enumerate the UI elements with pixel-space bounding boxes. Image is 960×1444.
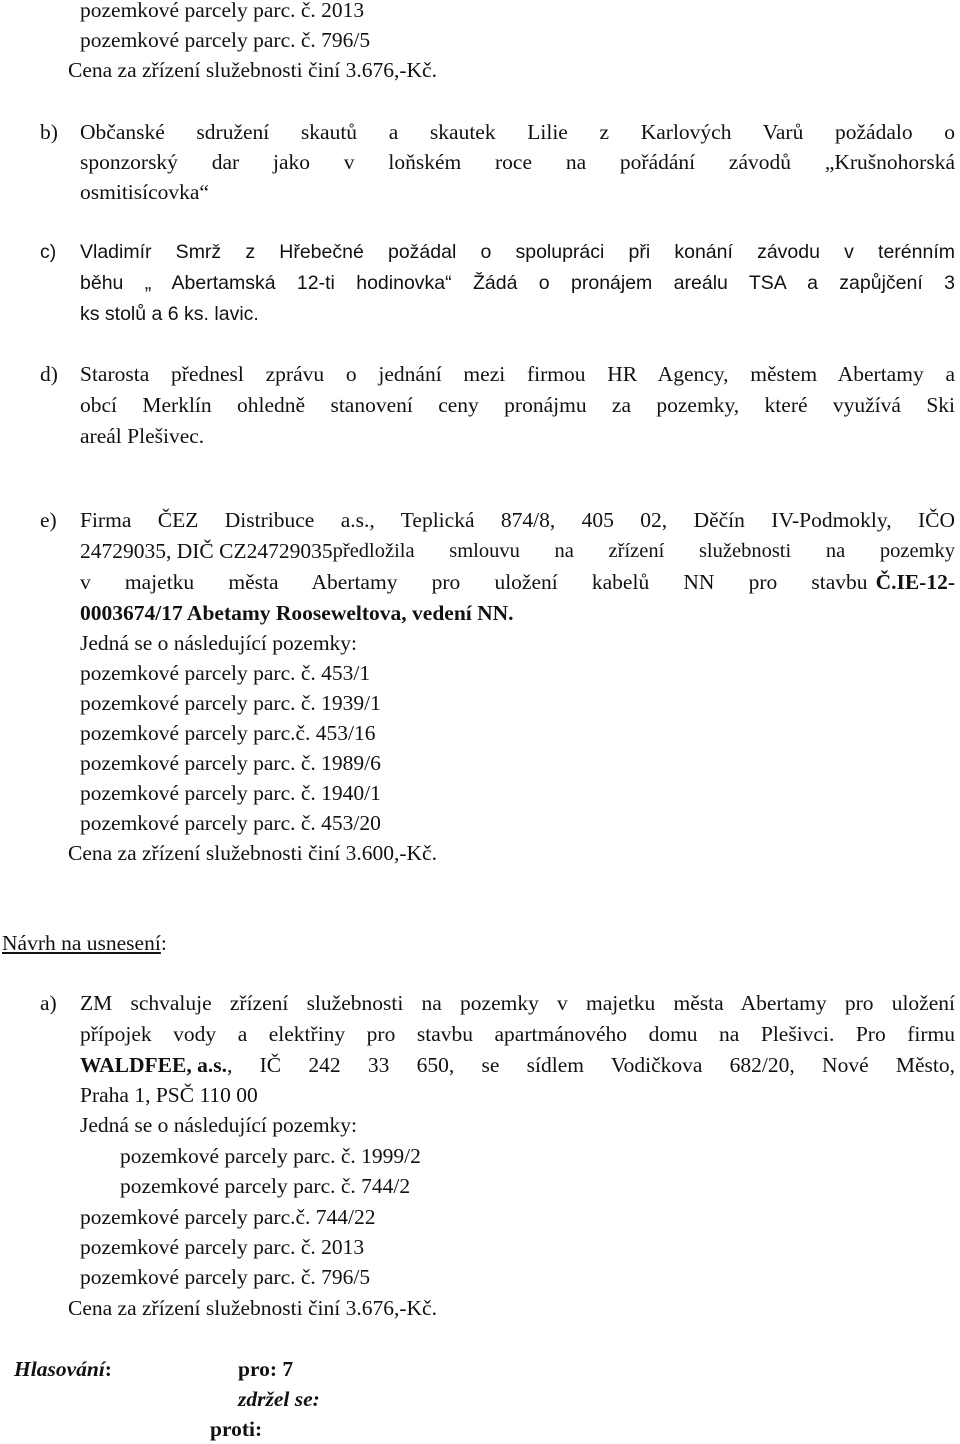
parcel-line: pozemkové parcely parc. č. 453/1 bbox=[80, 661, 371, 685]
parcel-line: pozemkové parcely parc. č. 796/5 bbox=[80, 1265, 371, 1289]
item-e-line: 0003674/17 Abetamy Rooseweltova, vedení NN. bbox=[80, 601, 514, 625]
item-d-line: Starosta přednesl zprávu o jednání mezi firmou HR Agency, městem Abertamy a bbox=[80, 362, 955, 386]
vote-abstain: zdržel se: bbox=[238, 1387, 320, 1411]
item-c-line: Vladimír Smrž z Hřebečné požádal o spolupráci při konání závodu v terénním bbox=[80, 241, 955, 263]
vote-against: proti: bbox=[210, 1417, 263, 1441]
proposal-heading-text: Návrh na usnesení bbox=[2, 931, 161, 955]
price-line: Cena za zřízení služebnosti činí 3.600,-Kč. bbox=[68, 841, 437, 865]
parcel-line: pozemkové parcely parc. č. 2013 bbox=[80, 1235, 365, 1259]
item-b-line: Občanské sdružení skautů a skautek Lilie z Karlových Varů požádalo o bbox=[80, 120, 955, 144]
proposal-line-part: , IČ 242 33 650, se sídlem Vodičkova 682/20, Nové Město, bbox=[226, 1053, 955, 1077]
parcel-line: pozemkové parcely parc. č. 796/5 bbox=[80, 28, 371, 52]
proposal-heading-colon: : bbox=[160, 931, 167, 955]
proposal-heading bbox=[2, 928, 167, 958]
item-b-line: osmitisícovka“ bbox=[80, 180, 209, 204]
parcel-line: pozemkové parcely parc. č. 1999/2 bbox=[120, 1144, 421, 1168]
item-d-marker: d) bbox=[40, 362, 58, 386]
item-e-line-part: v majetku města Abertamy pro uložení kabelů NN pro stavbu bbox=[80, 570, 868, 594]
parcel-line: pozemkové parcely parc.č. 744/22 bbox=[80, 1205, 376, 1229]
item-e-line-part: Č.IE-12- bbox=[875, 570, 955, 594]
price-line: Cena za zřízení služebnosti činí 3.676,-Kč. bbox=[68, 58, 437, 82]
parcel-intro: Jedná se o následující pozemky: bbox=[80, 631, 358, 655]
proposal-line bbox=[80, 1050, 955, 1080]
vote-label-colon: : bbox=[104, 1357, 112, 1381]
price-line: Cena za zřízení služebnosti činí 3.676,-Kč. bbox=[68, 1296, 437, 1320]
parcel-line: pozemkové parcely parc. č. 1940/1 bbox=[80, 781, 381, 805]
item-e-line-part: 24729035, DIČ CZ24729035 bbox=[80, 539, 333, 563]
parcel-line: pozemkové parcely parc.č. 453/16 bbox=[80, 721, 376, 745]
proposal-line: přípojek vody a elektřiny pro stavbu apartmánového domu na Plešivci. Pro firmu bbox=[80, 1022, 955, 1046]
parcel-line: pozemkové parcely parc. č. 744/2 bbox=[120, 1174, 411, 1198]
item-b-marker: b) bbox=[40, 120, 58, 144]
vote-label bbox=[14, 1354, 112, 1384]
item-e-line bbox=[80, 536, 955, 566]
item-d-line: areál Plešivec. bbox=[80, 424, 205, 448]
parcel-line: pozemkové parcely parc. č. 2013 bbox=[80, 0, 365, 22]
proposal-line: Praha 1, PSČ 110 00 bbox=[80, 1083, 258, 1107]
item-b-line: sponzorský dar jako v loňském roce na pořádání závodů „Krušnohorská bbox=[80, 150, 955, 174]
proposal-a-marker: a) bbox=[40, 991, 57, 1015]
item-e-line-part: předložila smlouvu na zřízení služebnosti na pozemky bbox=[332, 540, 955, 562]
parcel-line: pozemkové parcely parc. č. 1939/1 bbox=[80, 691, 381, 715]
item-c-line: běhu „ Abertamská 12-ti hodinovka“ Žádá o pronájem areálu TSA a zapůjčení 3 bbox=[80, 272, 955, 294]
parcel-line: pozemkové parcely parc. č. 1989/6 bbox=[80, 751, 381, 775]
item-c-marker: c) bbox=[40, 241, 57, 263]
item-d-line: obcí Merklín ohledně stanovení ceny pronájmu za pozemky, které využívá Ski bbox=[80, 393, 955, 417]
item-c-line: ks stolů a 6 ks. lavic. bbox=[80, 303, 259, 325]
parcel-intro: Jedná se o následující pozemky: bbox=[80, 1113, 358, 1137]
item-e-line bbox=[80, 567, 955, 597]
parcel-line: pozemkové parcely parc. č. 453/20 bbox=[80, 811, 381, 835]
item-e-line: Firma ČEZ Distribuce a.s., Teplická 874/8, 405 02, Děčín IV-Podmokly, IČO bbox=[80, 508, 955, 532]
item-e-marker: e) bbox=[40, 508, 57, 532]
proposal-line: ZM schvaluje zřízení služebnosti na pozemky v majetku města Abertamy pro uložení bbox=[80, 991, 955, 1015]
company-name: WALDFEE, a.s. bbox=[80, 1053, 227, 1077]
vote-label-text: Hlasování bbox=[14, 1357, 105, 1381]
vote-for: pro: 7 bbox=[238, 1357, 294, 1381]
